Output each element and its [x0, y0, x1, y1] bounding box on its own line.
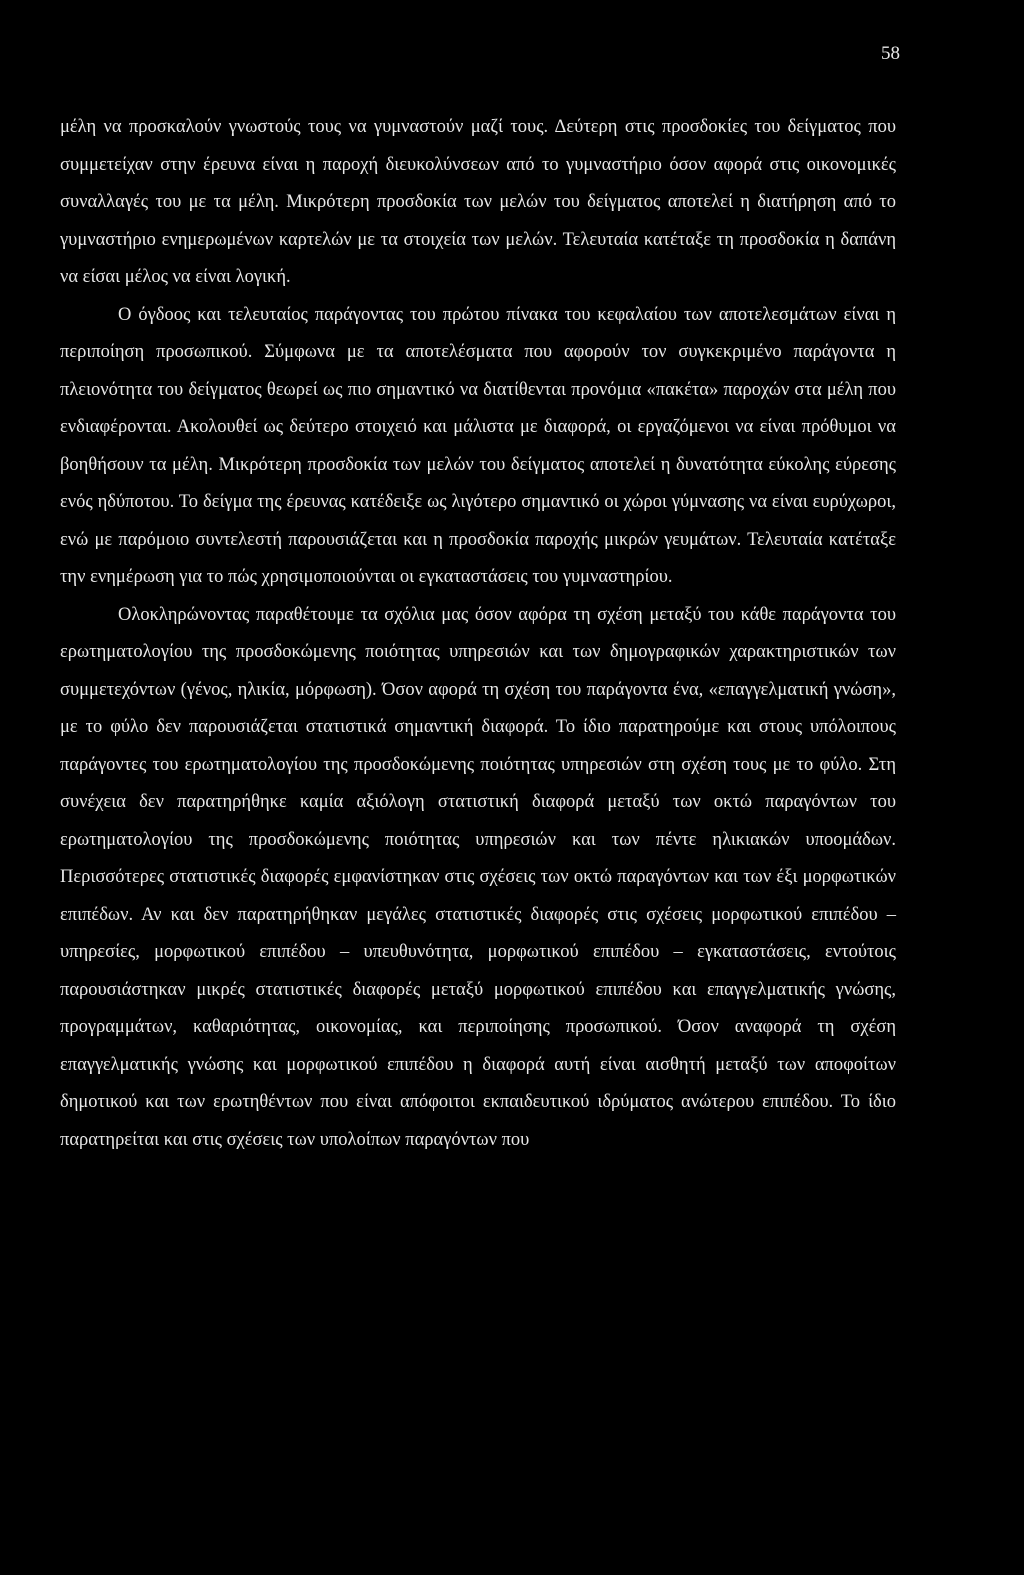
paragraph-2: Ο όγδοος και τελευταίος παράγοντας του πρώτου πίνακα του κεφαλαίου των αποτελεσμάτων είναι η περιποίηση προσωπικού. Σύμφωνα με τα αποτελέσματα που αφορούν τον συγκεκριμένο παράγοντα η πλειονότητα του δείγματος θεωρεί ως πιο σημαντικό να διατίθενται προνόμια «πακέτα» παροχών στα μέλη που ενδιαφέρονται. Ακολουθεί ως δεύτερο στοιχειό και μάλιστα με διαφορά, οι εργαζόμενοι να είναι πρόθυμοι να βοηθήσουν τα μέλη. Μικρότερη προσδοκία των μελών του δείγματος αποτελεί η δυνατότητα εύκολης εύρεσης ενός ηδύποτου. Το δείγμα της έρευνας κατέδειξε ως λιγότερο σημαντικό οι χώροι γύμνασης να είναι ευρύχωροι, ενώ με παρόμοιο συντελεστή παρουσιάζεται και η προσδοκία παροχής μικρών γευμάτων. Τελευταία κατέταξε την ενημέρωση για το πώς χρησιμοποιούνται οι εγκαταστάσεις του γυμναστηρίου. — [60, 304, 896, 587]
paragraph-3: Ολοκληρώνοντας παραθέτουμε τα σχόλια μας όσον αφόρα τη σχέση μεταξύ του κάθε παράγοντα του ερωτηματολογίου της προσδοκώμενης ποιότητας υπηρεσιών και των δημογραφικών χαρακτηριστικών των συμμετεχόντων (γένος, ηλικία, μόρφωση). Όσον αφορά τη σχέση του παράγοντα ένα, «επαγγελματική γνώση», με το φύλο δεν παρουσιάζεται στατιστικά σημαντική διαφορά. Το ίδιο παρατηρούμε και στους υπόλοιπους παράγοντες του ερωτηματολογίου της προσδοκώμενης ποιότητας υπηρεσιών στη σχέση τους με το φύλο. Στη συνέχεια δεν παρατηρήθηκε καμία αξιόλογη στατιστική διαφορά μεταξύ των οκτώ παραγόντων του ερωτηματολογίου της προσδοκώμενης ποιότητας υπηρεσιών και των πέντε ηλικιακών υποομάδων. Περισσότερες στατιστικές διαφορές εμφανίστηκαν στις σχέσεις των οκτώ παραγόντων και των έξι μορφωτικών επιπέδων. Αν και δεν παρατηρήθηκαν μεγάλες στατιστικές διαφορές στις σχέσεις μορφωτικού επιπέδου – υπηρεσίες, μορφωτικού επιπέδου – υπευθυνότητα, μορφωτικού επιπέδου – εγκαταστάσεις, εντούτοις παρουσιάστηκαν μικρές στατιστικές διαφορές μεταξύ μορφωτικού επιπέδου και επαγγελματικής γνώσης, προγραμμάτων, καθαριότητας, οικονομίας, και περιποίησης προσωπικού. Όσον αναφορά τη σχέση επαγγελματικής γνώσης και μορφωτικού επιπέδου η διαφορά αυτή είναι αισθητή μεταξύ των αποφοίτων δημοτικού και των ερωτηθέντων που είναι απόφοιτοι εκπαιδευτικού ιδρύματος ανώτερου επιπέδου. Το ίδιο παρατηρείται και στις σχέσεις των υπολοίπων παραγόντων που — [60, 604, 896, 1150]
body-text — [60, 109, 896, 1159]
paragraph-1: μέλη να προσκαλούν γνωστούς τους να γυμναστούν μαζί τους. Δεύτερη στις προσδοκίες του δείγματος που συμμετείχαν στην έρευνα είναι η παροχή διευκολύνσεων από το γυμναστήριο όσον αφορά στις οικονομικές συναλλαγές του με τα μέλη. Μικρότερη προσδοκία των μελών του δείγματος αποτελεί η διατήρηση από το γυμναστήριο ενημερωμένων καρτελών με τα στοιχεία των μελών. Τελευταία κατέταξε τη προσδοκία η δαπάνη να είσαι μέλος να είναι λογική. — [60, 117, 896, 287]
page-number: 58 — [881, 43, 900, 64]
